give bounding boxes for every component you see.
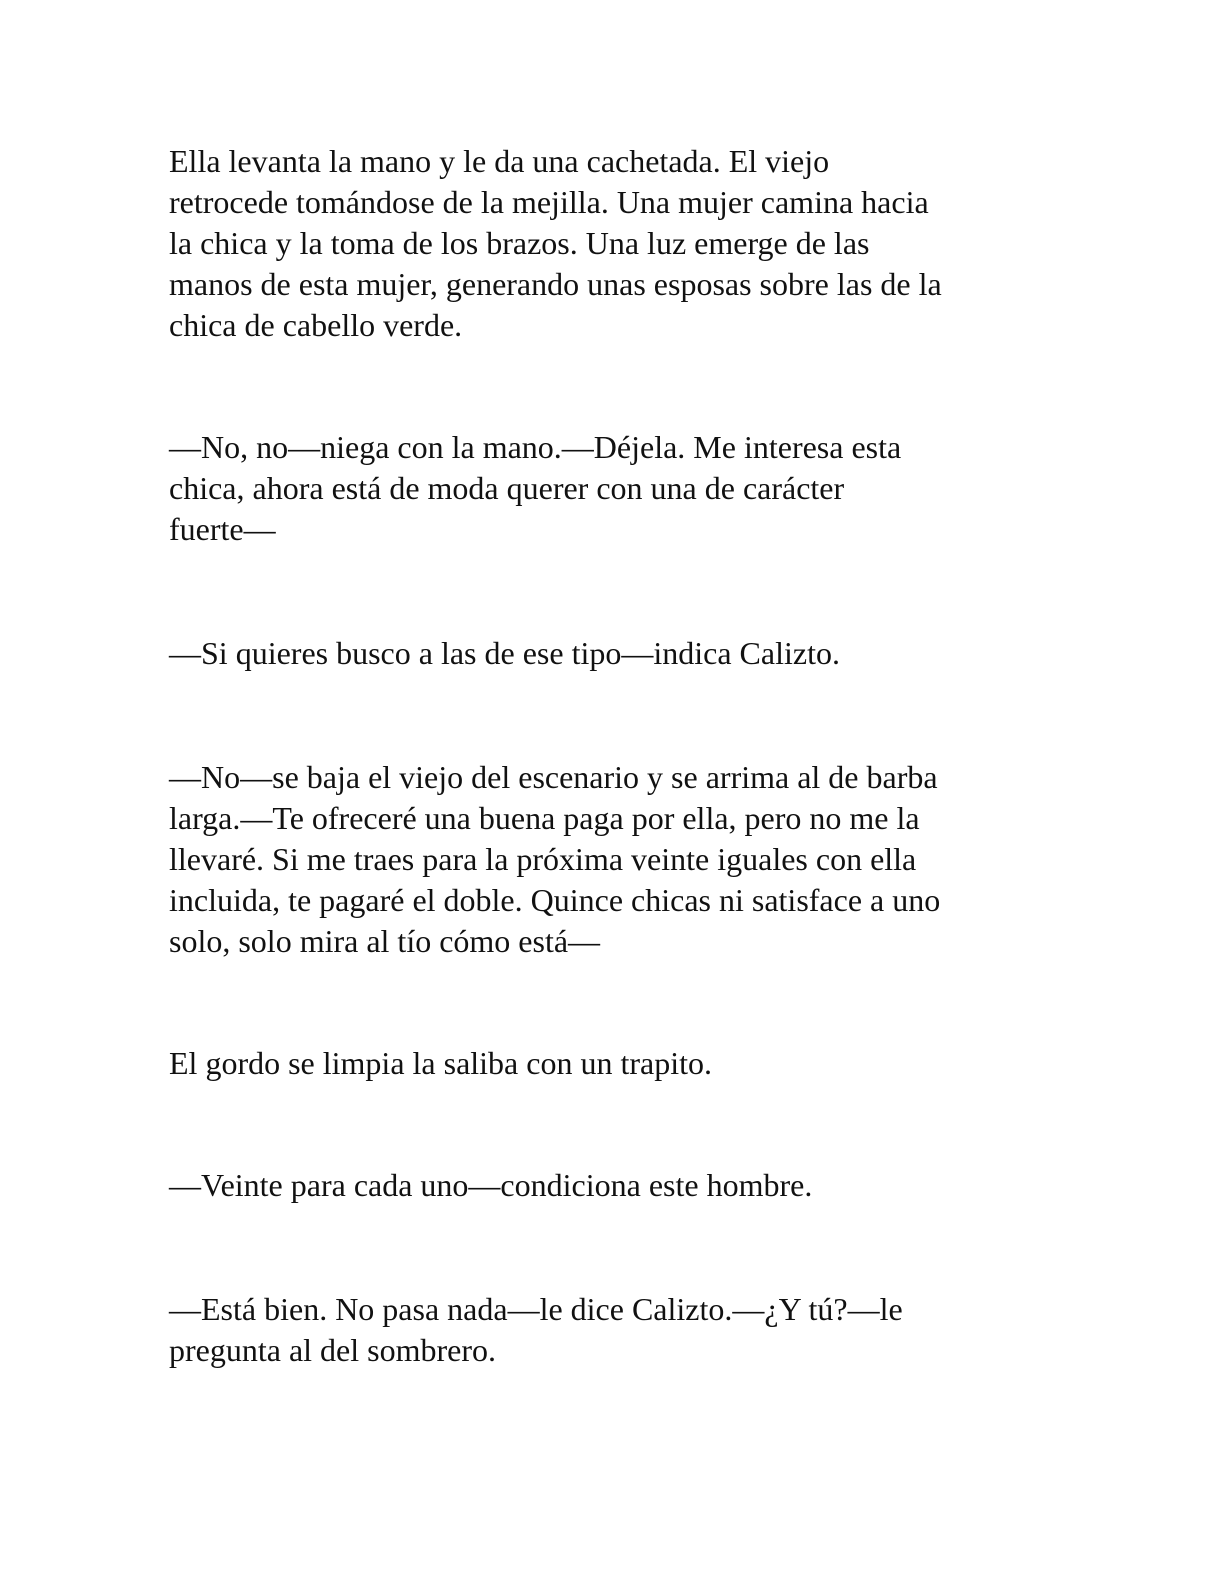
paragraph-line: Ella levanta la mano y le da una cachetada. El viejo	[169, 143, 830, 179]
paragraph-line: larga.—Te ofreceré una buena paga por ella, pero no me la	[169, 800, 920, 836]
paragraph-4	[169, 757, 1049, 962]
paragraph-line: —No—se baja el viejo del escenario y se arrima al de barba	[169, 759, 938, 795]
paragraph-5	[169, 1043, 1049, 1084]
paragraph-line: —Si quieres busco a las de ese tipo—indica Calizto.	[169, 635, 840, 671]
paragraph-line: —Está bien. No pasa nada—le dice Calizto.—¿Y tú?—le	[169, 1291, 903, 1327]
paragraph-7	[169, 1289, 1049, 1371]
paragraph-line: manos de esta mujer, generando unas esposas sobre las de la	[169, 266, 942, 302]
paragraph-line: incluida, te pagaré el doble. Quince chicas ni satisface a uno	[169, 882, 941, 918]
paragraph-line: pregunta al del sombrero.	[169, 1332, 496, 1368]
paragraph-line: El gordo se limpia la saliba con un trapito.	[169, 1045, 712, 1081]
paragraph-line: chica de cabello verde.	[169, 307, 463, 343]
paragraph-line: fuerte—	[169, 511, 276, 547]
paragraph-1	[169, 141, 1049, 346]
paragraph-line: retrocede tomándose de la mejilla. Una mujer camina hacia	[169, 184, 929, 220]
paragraph-line: solo, solo mira al tío cómo está—	[169, 923, 601, 959]
paragraph-line: —No, no—niega con la mano.—Déjela. Me interesa esta	[169, 429, 902, 465]
paragraph-line: chica, ahora está de moda querer con una de carácter	[169, 470, 845, 506]
paragraph-line: llevaré. Si me traes para la próxima veinte iguales con ella	[169, 841, 917, 877]
paragraph-2	[169, 427, 1049, 550]
paragraph-line: la chica y la toma de los brazos. Una luz emerge de las	[169, 225, 870, 261]
paragraph-3	[169, 633, 1049, 674]
paragraph-6	[169, 1165, 1049, 1206]
paragraph-line: —Veinte para cada uno—condiciona este hombre.	[169, 1167, 813, 1203]
